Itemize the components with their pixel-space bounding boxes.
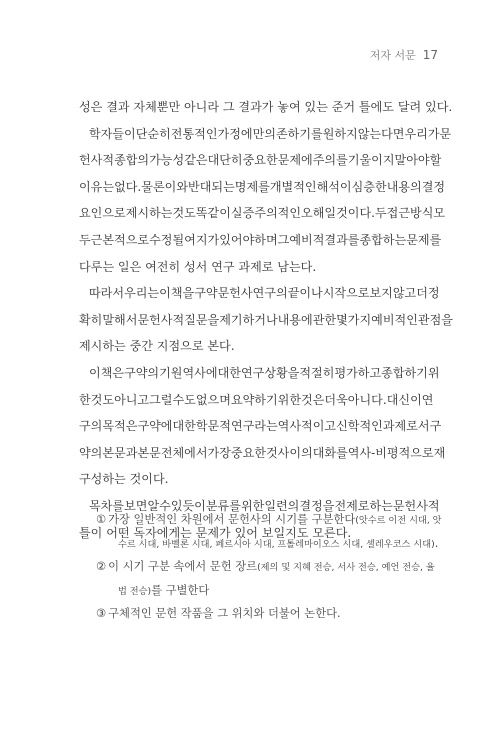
word: 구 <box>429 419 442 434</box>
word: 연구 <box>240 365 265 380</box>
word: 문헌사적 <box>392 498 440 513</box>
list-marker: ② <box>96 560 107 574</box>
list-item-3 <box>96 602 426 626</box>
paragraph-line <box>79 121 452 148</box>
word: 내용의 <box>386 179 422 194</box>
paragraph-line <box>79 147 442 174</box>
word: 가지 <box>347 312 372 327</box>
list-item-end: . <box>434 536 439 550</box>
list-item-2-continued <box>96 579 426 603</box>
word: 종합의 <box>114 153 150 168</box>
word: 구의 <box>79 419 103 434</box>
paragraph-line: 틀이 어떤 독자에게는 문제가 있어 보일지도 모른다. <box>79 525 352 540</box>
word: 약의 <box>79 445 103 460</box>
word: 대한 <box>172 419 196 434</box>
word: 알 <box>147 498 160 513</box>
word: 문헌사 <box>217 286 253 301</box>
word: 그 <box>277 232 290 247</box>
word: 기울이지 <box>347 153 395 168</box>
word: 있어야 <box>219 232 255 247</box>
word: 헌사적 <box>79 153 115 168</box>
word: 본문 <box>137 445 161 460</box>
word: 적절히 <box>299 365 335 380</box>
word: 말아야 <box>394 153 430 168</box>
list-marker: ① <box>96 513 107 526</box>
word: 위한 <box>277 392 302 407</box>
paragraph-line <box>79 227 442 254</box>
word: 여지가 <box>184 232 220 247</box>
word: 모 <box>433 206 446 221</box>
word: 수 <box>159 498 171 513</box>
word: 반대되는 <box>188 179 235 194</box>
word: 같은 <box>184 153 208 168</box>
word: 것이다. <box>336 206 375 221</box>
word: 것도 <box>172 206 196 221</box>
list-item-1-continued <box>96 532 439 556</box>
paragraph-line <box>79 174 446 201</box>
word: 전통적인 <box>170 126 218 141</box>
word: 중요한 <box>242 153 278 168</box>
word: 질문을 <box>184 312 220 327</box>
word: 방식 <box>410 206 434 221</box>
word: 요약하기 <box>230 392 278 407</box>
word: 않고 <box>392 286 417 301</box>
word: 결정을 <box>299 498 335 513</box>
paragraph-line <box>79 413 442 440</box>
word: 구약 <box>194 286 218 301</box>
word: 우리는 <box>124 286 160 301</box>
word: 이와 <box>164 179 189 194</box>
word: 따라서 <box>89 286 125 301</box>
word: 역사에 <box>182 365 218 380</box>
word: 역사-비평적으로 <box>347 445 434 460</box>
word: 연구의 <box>252 286 288 301</box>
word: 신학적인 <box>336 419 383 434</box>
header-title: 저자 서문 <box>369 49 416 62</box>
word: 평가하고 <box>334 365 382 380</box>
word: 하는 <box>369 498 393 513</box>
word: 본문과 <box>102 445 138 460</box>
word: 것은 <box>301 392 325 407</box>
paragraph-line: 다루는 일은 여전히 성서 연구 과제로 남는다. <box>79 259 317 274</box>
word: 두 <box>79 232 91 247</box>
list-item-text: 를 구별한다 <box>151 583 210 597</box>
word: 없으며 <box>195 392 231 407</box>
word: 과제로서 <box>382 419 430 434</box>
word: 분류를 <box>205 498 241 513</box>
word: 실증주의적인 <box>230 206 302 221</box>
word: 구약의 <box>124 365 160 380</box>
word: 구약에 <box>137 419 173 434</box>
word: 책은 <box>100 365 125 380</box>
word: 근본적으로 <box>90 232 150 247</box>
word: 목적은 <box>102 419 138 434</box>
word: 원하지 <box>322 126 358 141</box>
list-item-text: 이 시기 구분 속에서 문헌 장르 <box>108 560 258 574</box>
word: 중요한 <box>230 445 266 460</box>
word: 이 <box>410 392 422 407</box>
paragraph-line: 성은 결과 자체뿐만 아니라 그 결과가 놓여 있는 준거 틀에도 달려 있다. <box>79 100 453 114</box>
word: 정 <box>427 286 440 301</box>
word: 것도 <box>90 392 115 407</box>
word: 전제로 <box>334 498 370 513</box>
list-item-detail: 법 전승) <box>118 585 152 597</box>
paragraph-line <box>79 307 453 334</box>
word: 목차를 <box>89 498 125 513</box>
word: 할 <box>429 153 442 168</box>
word: 이 <box>159 286 171 301</box>
word: 심층한 <box>351 179 387 194</box>
word: 문제를 <box>406 232 442 247</box>
word: 결과를 <box>324 232 360 247</box>
word: 수정될 <box>149 232 185 247</box>
word: 주의를 <box>312 153 348 168</box>
word: 명제를 <box>234 179 270 194</box>
word: 이유는 <box>79 179 115 194</box>
list-item-detail: (제의 및 지혜 전승, 서사 전승, 예언 전승, 율 <box>257 562 435 574</box>
paragraph-line: 제시하는 중간 지점으로 본다. <box>79 339 235 354</box>
word: 학자들이 <box>89 126 136 141</box>
word: 연 <box>421 392 434 407</box>
word: 것 <box>265 445 278 460</box>
numbered-list <box>96 508 442 626</box>
word: 연구라는 <box>230 419 278 434</box>
list-item-detail: 수르 시대, 바벨론 시대, 페르시아 시대, 프톨레마이오스 시대, 셀레우코스 시대) <box>118 538 435 550</box>
word: 내용에 <box>277 312 313 327</box>
word: 관한 <box>312 312 337 327</box>
paragraph-line <box>79 200 446 227</box>
list-item-text: 가장 일반적인 차원에서 문헌사의 시기를 구분한다 <box>108 513 356 526</box>
word: 위 <box>427 365 440 380</box>
word: 의존하기를 <box>264 126 323 141</box>
word: 보지 <box>369 286 393 301</box>
word: 전체에서 <box>160 445 208 460</box>
word: 개별적인 <box>269 179 317 194</box>
word: 단순히 <box>135 126 171 141</box>
word: 하며 <box>254 232 278 247</box>
word: 몇 <box>336 312 348 327</box>
word: 제시하는 <box>125 206 173 221</box>
paragraph-line <box>79 360 440 387</box>
word: 기원 <box>159 365 183 380</box>
word: 재 <box>433 445 446 460</box>
list-item-1 <box>96 508 442 532</box>
word: 예비적인 <box>371 312 418 327</box>
word: 학문적 <box>195 419 231 434</box>
word: 아니다. <box>347 392 387 407</box>
list-item-text: 구체적인 문헌 작품을 그 위치와 더불어 논한다. <box>108 607 341 621</box>
word: 한 <box>79 392 91 407</box>
word: 가정에만 <box>217 126 265 141</box>
word: 종합하기 <box>381 365 428 380</box>
list-marker: ③ <box>96 607 107 621</box>
word: 결정 <box>421 179 446 194</box>
word: 문 <box>439 126 452 141</box>
word: 보면 <box>124 498 148 513</box>
word: 종합하는 <box>359 232 407 247</box>
word: 가능성 <box>149 153 185 168</box>
word: 요인으로 <box>79 206 126 221</box>
word: 확히 <box>79 312 103 327</box>
word: 접근 <box>386 206 411 221</box>
word: 끝이나 <box>287 286 323 301</box>
word: 이 <box>89 365 101 380</box>
list-item-2 <box>96 555 435 579</box>
word: 없다. <box>114 179 142 194</box>
word: 위한 <box>240 498 265 513</box>
word: 문헌사적 <box>137 312 185 327</box>
word: 두 <box>374 206 387 221</box>
word: 가장 <box>207 445 231 460</box>
word: 역사적이고 <box>277 419 337 434</box>
body-text <box>79 94 453 546</box>
paragraph-line <box>79 280 440 307</box>
word: 책을 <box>170 286 195 301</box>
running-header <box>370 47 438 63</box>
word: 않는다면 <box>357 126 405 141</box>
paragraph-line <box>79 440 446 467</box>
word: 오해일 <box>301 206 337 221</box>
word: 해석이 <box>316 179 352 194</box>
word: 대단히 <box>207 153 243 168</box>
paragraph-line: 구성하는 것이다. <box>79 472 169 487</box>
word: 대화를 <box>312 445 348 460</box>
word: 문제에 <box>277 153 313 168</box>
word: 대신 <box>386 392 411 407</box>
word: 관점을 <box>417 312 453 327</box>
word: 있듯이 <box>170 498 206 513</box>
word: 아니고 <box>114 392 150 407</box>
word: 더 <box>416 286 428 301</box>
word: 더욱 <box>324 392 348 407</box>
paragraph-line <box>79 387 434 414</box>
word: 말해서 <box>102 312 138 327</box>
word: 예비적 <box>289 232 325 247</box>
word: 물론 <box>141 179 165 194</box>
word: 사이의 <box>277 445 313 460</box>
word: 제기하거나 <box>219 312 278 327</box>
word: 상황을 <box>264 365 300 380</box>
list-item-detail: (앗수르 이전 시대, 앗 <box>355 515 442 526</box>
word: 똑같이 <box>195 206 231 221</box>
word: 수도 <box>172 392 196 407</box>
word: 일련의 <box>264 498 300 513</box>
word: 우리가 <box>404 126 440 141</box>
page-number: 17 <box>422 48 438 62</box>
word: 대한 <box>217 365 241 380</box>
word: 시작으로 <box>322 286 370 301</box>
word: 그럴 <box>149 392 173 407</box>
